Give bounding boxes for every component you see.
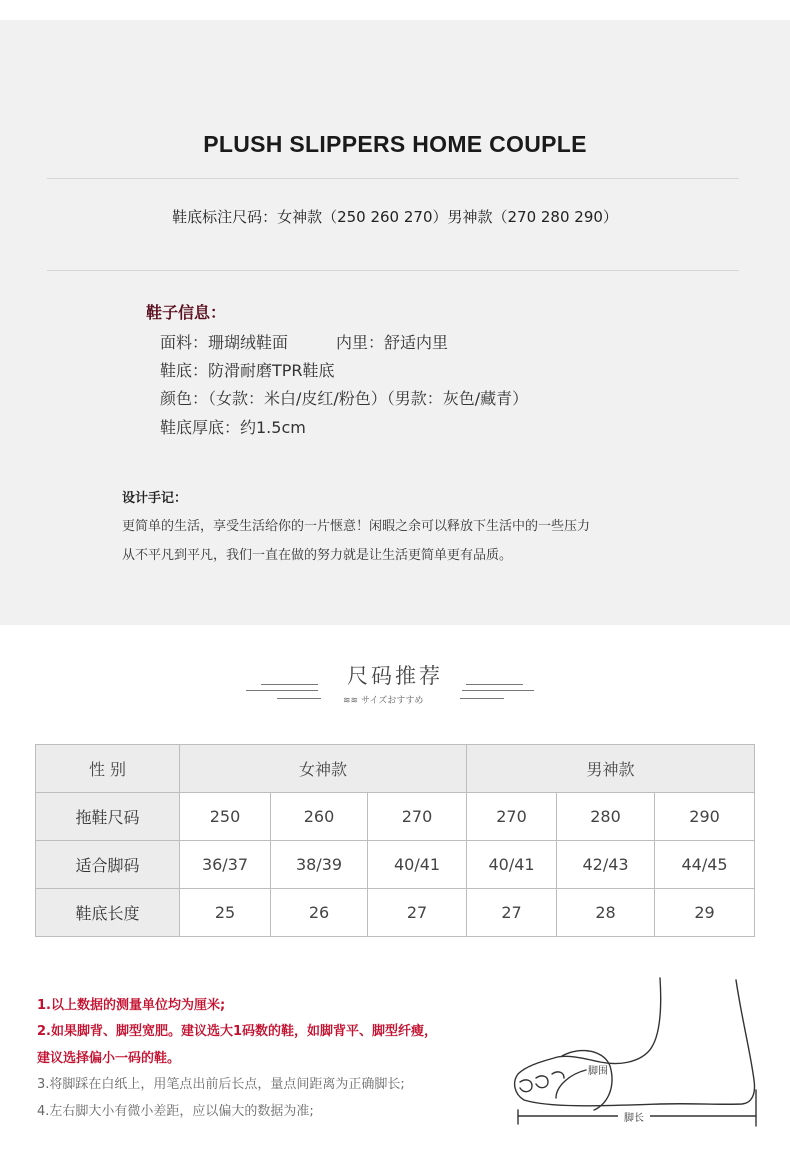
decor-line: [261, 684, 318, 685]
table-cell: 280: [557, 793, 655, 841]
table-row: [36, 793, 755, 841]
design-notes-line-2: 从不平凡到平凡，我们一直在做的努力就是让生活更简单更有品质。: [122, 548, 513, 563]
table-cell: 26: [271, 889, 368, 937]
note-2a: 2.如果脚背、脚型宽肥。建议选大1码数的鞋，如脚背平、脚型纤瘦，: [37, 1024, 438, 1039]
table-cell: 40/41: [368, 841, 467, 889]
decor-line: [466, 684, 523, 685]
product-info-panel: [0, 20, 790, 625]
toe-line: [520, 1080, 532, 1092]
foot-measure-diagram: [510, 970, 780, 1135]
divider: [47, 270, 739, 271]
men-header: 男神款: [467, 745, 755, 793]
row-label: 鞋底长度: [36, 889, 180, 937]
sole-size-line: 鞋底标注尺码：女神款（250 260 270）男神款（270 280 290）: [172, 208, 618, 226]
shoe-info-heading: 鞋子信息：: [146, 303, 227, 322]
women-header: 女神款: [180, 745, 467, 793]
table-cell: 260: [271, 793, 368, 841]
thickness-text: 鞋底厚底：约1.5cm: [160, 418, 306, 437]
design-notes-heading: 设计手记：: [122, 491, 188, 506]
table-cell: 27: [368, 889, 467, 937]
product-title: PLUSH SLIPPERS HOME COUPLE: [203, 131, 587, 157]
table-cell: 25: [180, 889, 271, 937]
table-cell: 250: [180, 793, 271, 841]
table-cell: 270: [368, 793, 467, 841]
table-cell: 42/43: [557, 841, 655, 889]
decor-line: [277, 698, 321, 699]
table-cell: 290: [655, 793, 755, 841]
size-recommend-subtitle: ≋≋ サイズおすすめ: [343, 696, 424, 706]
size-recommend-title: 尺码推荐: [347, 664, 443, 688]
foot-outline: [515, 978, 755, 1106]
design-notes-line-1: 更简单的生活，享受生活给你的一片惬意！闲暇之余可以释放下生活中的一些压力: [122, 519, 591, 534]
divider: [47, 178, 739, 179]
sole-text: 鞋底：防滑耐磨TPR鞋底: [160, 361, 335, 380]
toe-line: [536, 1076, 548, 1088]
toe-line: [556, 1070, 586, 1098]
table-row: [36, 889, 755, 937]
table-cell: 27: [467, 889, 557, 937]
color-text: 颜色：（女款：米白/皮红/粉色）（男款：灰色/藏青）: [160, 389, 529, 408]
note-3: 3.将脚踩在白纸上，用笔点出前后长点，量点间距离为正确脚长;: [37, 1077, 405, 1092]
row-label: 适合脚码: [36, 841, 180, 889]
lining-text: 内里：舒适内里: [336, 333, 449, 352]
table-row: [36, 841, 755, 889]
table-cell: 36/37: [180, 841, 271, 889]
material-lining-line: [160, 330, 448, 353]
note-1: 1.以上数据的测量单位均为厘米;: [37, 998, 226, 1013]
foot-girth-label: 脚围: [588, 1066, 608, 1077]
table-cell: 270: [467, 793, 557, 841]
table-header-row: [36, 745, 755, 793]
decor-line: [462, 690, 534, 691]
size-table: [35, 744, 755, 937]
material-text: 面料：珊瑚绒鞋面: [160, 333, 289, 352]
table-cell: 40/41: [467, 841, 557, 889]
table-cell: 28: [557, 889, 655, 937]
foot-length-label: 脚长: [624, 1113, 644, 1124]
decor-line: [246, 690, 318, 691]
table-cell: 29: [655, 889, 755, 937]
note-2b: 建议选择偏小一码的鞋。: [37, 1051, 181, 1066]
table-cell: 38/39: [271, 841, 368, 889]
note-4: 4.左右脚大小有微小差距，应以偏大的数据为准;: [37, 1104, 314, 1119]
table-cell: 44/45: [655, 841, 755, 889]
gender-header: 性 别: [36, 745, 180, 793]
toe-line: [552, 1072, 564, 1078]
row-label: 拖鞋尺码: [36, 793, 180, 841]
decor-line: [460, 698, 504, 699]
